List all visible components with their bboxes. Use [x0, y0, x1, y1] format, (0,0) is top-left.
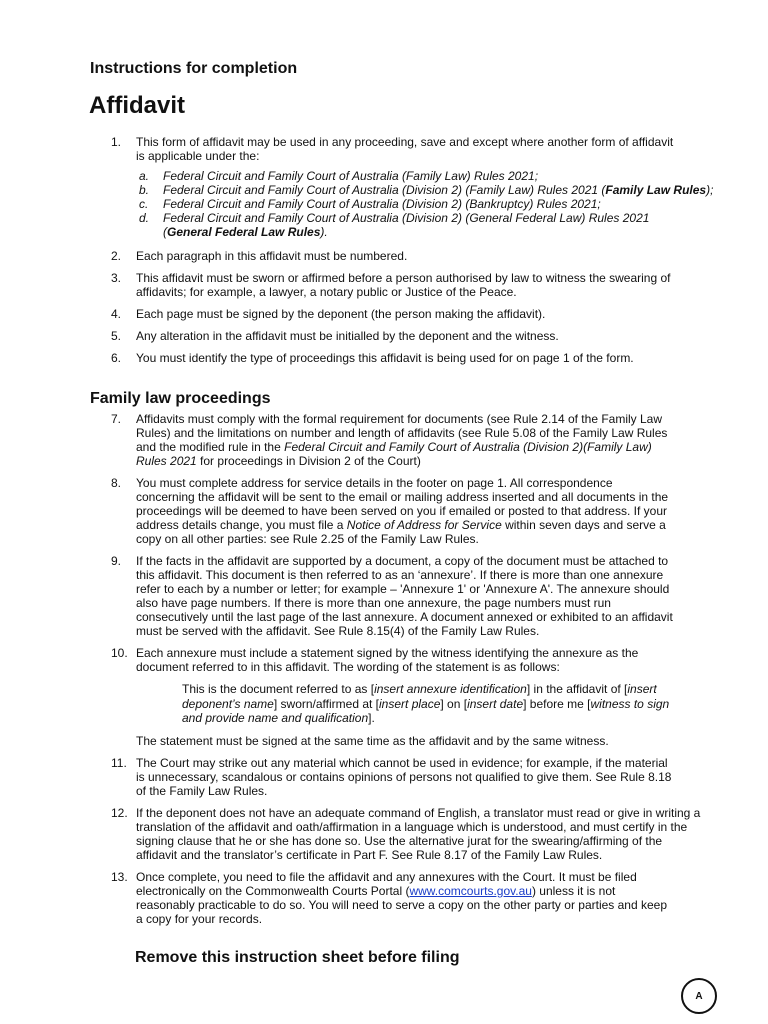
rules-sublist — [0, 169, 768, 239]
item-number: 13. — [111, 869, 128, 884]
list-item-9 — [0, 554, 768, 638]
annexure-statement: This is the document referred to as [insert annexure identification] in the affidavit of [insert deponent’s name] sworn/affirmed at [insert place] on [insert date] before me [witness to sign and provide name and qualification]. — [182, 682, 670, 725]
item-number: 6. — [111, 351, 122, 365]
item-text: Each annexure must include a statement signed by the witness identifying the annexure as the document referred to in this affidavit. The wording of the statement is as follows: — [136, 646, 639, 674]
comcourts-link[interactable]: www.comcourts.gov.au — [409, 883, 532, 898]
list-item-2 — [0, 249, 768, 263]
rule-text: Federal Circuit and Family Court of Australia (Division 2) (General Federal Law) Rules 2021 (General Federal Law Rules). — [163, 211, 650, 239]
item-number: 7. — [111, 412, 122, 426]
item-text: If the deponent does not have an adequate command of English, a translator must read or give in writing a translation of the affidavit and oath/affirmation in a language which is understood, and must certify in the signing clause that he or she has done so. Use the alternative jurat for the swearing/affirming of the affidavit and the translator’s certificate in Part F. See Rule 8.17 of the Family Law Rules. — [136, 805, 701, 862]
item-number: 9. — [111, 554, 122, 568]
page-badge: A — [681, 978, 717, 1014]
item-text: You must identify the type of proceedings this affidavit is being used for on page 1 of the form. — [136, 351, 634, 365]
item-number: 5. — [111, 329, 122, 343]
family-law-list — [0, 412, 768, 926]
item-number: 11. — [111, 755, 127, 770]
list-item-12 — [0, 806, 768, 862]
item-number: 3. — [111, 271, 122, 285]
item-text: If the facts in the affidavit are supported by a document, a copy of the document must be attached to this affidavit. This document is then referred to as an ‘annexure’. If there is more than one annexure refer to each by a number or letter; for example – 'Annexure 1' or 'Annexure A'. The annexure should also have page numbers. If there is more than one annexure, the page numbers must run consecutively until the last page of the last annexure. A document annexed or exhibited to an affidavit must be served with the affidavit. See Rule 8.15(4) of the Family Law Rules. — [136, 554, 673, 638]
list-item-13 — [0, 870, 768, 926]
item-number: 4. — [111, 307, 122, 321]
item-number: 12. — [111, 805, 128, 820]
header-label: Instructions for completion — [90, 60, 298, 77]
list-item-3 — [0, 271, 768, 299]
item-number: 2. — [111, 249, 122, 263]
rule-text: Federal Circuit and Family Court of Australia (Division 2) (Family Law) Rules 2021 (Family Law Rules); — [163, 183, 714, 197]
list-item-11 — [0, 756, 768, 798]
intro-list — [0, 135, 768, 365]
rule-item-d — [0, 211, 768, 239]
rule-letter: b. — [139, 183, 150, 197]
item-number: 8. — [111, 476, 122, 490]
item-text: The Court may strike out any material which cannot be used in evidence; for example, if the material is unnecessary, scandalous or contains opinions of persons not qualified to give them. See Rule 8.18 of the Family Law Rules. — [136, 755, 672, 798]
item-text: Affidavits must comply with the formal requirement for documents (see Rule 2.14 of the Family Law Rules) and the limitations on number and length of affidavits (see Rule 5.08 of the Family Law Rules and the modified rule in the Federal Circuit and Family Court of Australia (Division 2)(Family Law) Rules 2021 for proceedings in Division 2 of the Court) — [136, 412, 668, 468]
item-text: Once complete, you need to file the affidavit and any annexures with the Court. It must be filed electronically on the Commonwealth Courts Portal (www.comcourts.gov.au) unless it is not reasonably practicable to do so. You will need to serve a copy on the other party or parties and keep a copy for your records. — [136, 869, 667, 926]
rule-text: Federal Circuit and Family Court of Australia (Family Law) Rules 2021; — [163, 169, 539, 183]
item-text: You must complete address for service details in the footer on page 1. All correspondence concerning the affidavit will be sent to the email or mailing address inserted and all documents in the proceedings will be deemed to have been served on you if emailed or posted to that address. If your address details change, you must file a Notice of Address for Service within seven days and serve a copy on all other parties: see Rule 2.25 of the Family Law Rules. — [136, 476, 669, 546]
item-number: 10. — [111, 646, 128, 660]
item-text: This form of affidavit may be used in any proceeding, save and except where another form of affidavit is applicable under the: — [136, 135, 674, 163]
list-item-10 — [0, 646, 768, 748]
rule-letter: a. — [139, 169, 150, 183]
remove-sheet-note: Remove this instruction sheet before filing — [135, 949, 460, 966]
list-item-7 — [0, 412, 768, 468]
rule-item-c — [0, 197, 768, 211]
section-title: Family law proceedings — [90, 390, 271, 407]
rule-letter: d. — [139, 211, 150, 225]
statement-note: The statement must be signed at the same time as the affidavit and by the same witness. — [136, 733, 609, 748]
list-item-8 — [0, 476, 768, 546]
item-text: Each paragraph in this affidavit must be numbered. — [136, 249, 408, 263]
list-item-1 — [0, 135, 768, 239]
rule-item-b — [0, 183, 768, 197]
rule-item-a — [0, 169, 768, 183]
rule-letter: c. — [139, 197, 149, 211]
list-item-4 — [0, 307, 768, 321]
list-item-5 — [0, 329, 768, 343]
item-number: 1. — [111, 135, 122, 149]
rule-text: Federal Circuit and Family Court of Australia (Division 2) (Bankruptcy) Rules 2021; — [163, 197, 601, 211]
item-text: Each page must be signed by the deponent (the person making the affidavit). — [136, 307, 546, 321]
list-item-6 — [0, 351, 768, 365]
item-text: Any alteration in the affidavit must be initialled by the deponent and the witness. — [136, 329, 559, 343]
document-title: Affidavit — [89, 92, 185, 119]
item-text: This affidavit must be sworn or affirmed before a person authorised by law to witness the swearing of affidavits; for example, a lawyer, a notary public or Justice of the Peace. — [136, 271, 671, 299]
